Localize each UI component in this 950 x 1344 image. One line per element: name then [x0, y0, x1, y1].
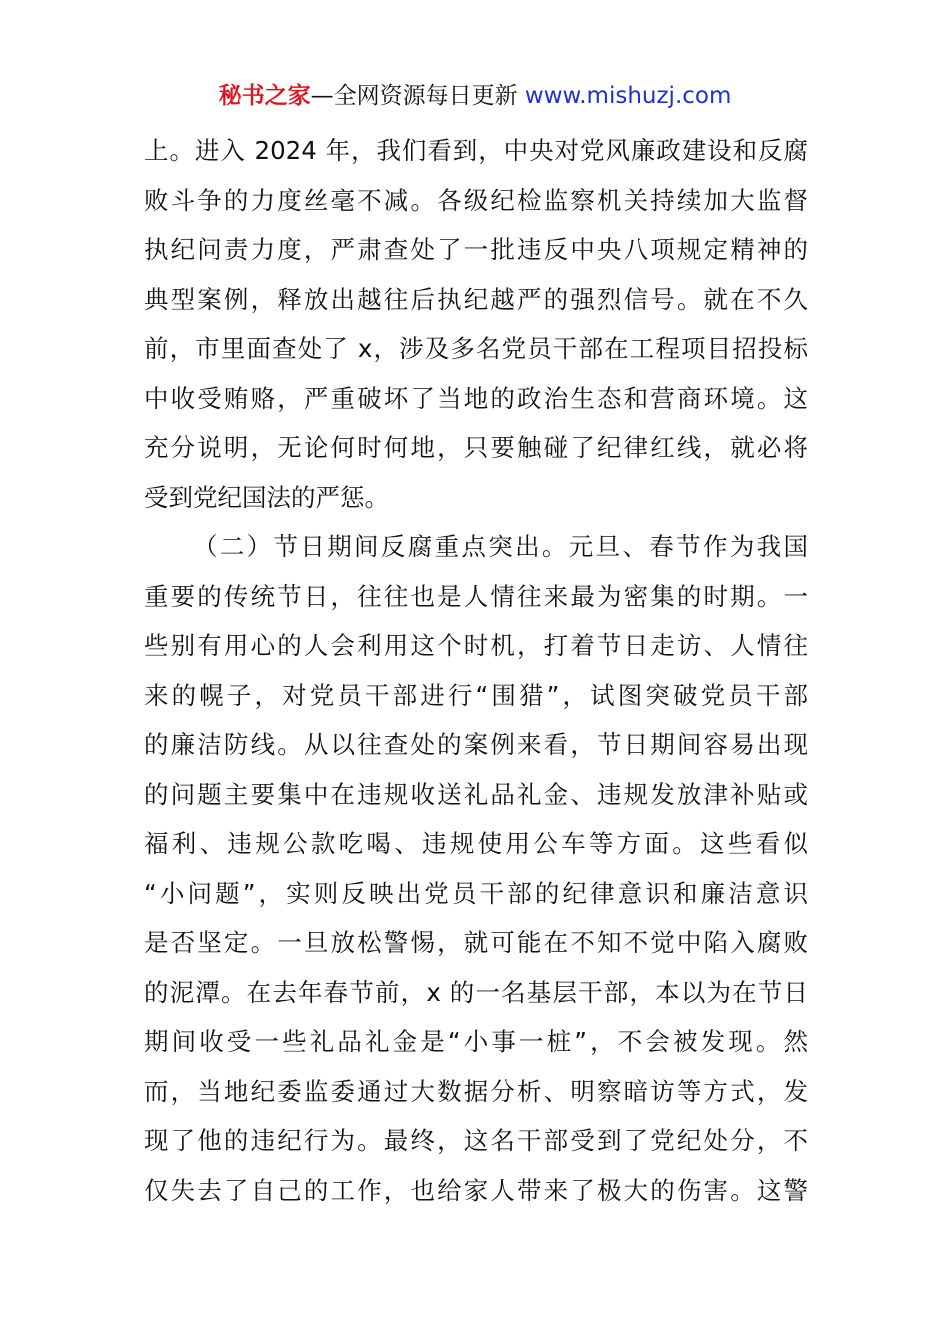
text-line: 前，市里面查处了 x，涉及多名党员干部在工程项目招投标	[144, 334, 808, 363]
text-line: 重要的传统节日，往往也是人情往来最为密集的时期。一	[144, 581, 808, 611]
text-line: 来的幌子，对党员干部进行“围猎”，试图突破党员干部	[144, 680, 808, 710]
site-url-link[interactable]: www.mishuzj.com	[524, 83, 732, 109]
text-line: 典型案例，释放出越往后执纪越严的强烈信号。就在不久	[144, 284, 808, 314]
section-heading-line: （二）节日期间反腐重点突出。元旦、春节作为我国	[193, 532, 808, 561]
text-line: “小问题”，实则反映出党员干部的纪律意识和廉洁意识	[144, 878, 808, 908]
text-line: 执纪问责力度，严肃查处了一批违反中央八项规定精神的	[144, 235, 808, 264]
text-line: 些别有用心的人会利用这个时机，打着节日走访、人情往	[144, 631, 808, 660]
site-brand: 秘书之家	[218, 83, 311, 109]
text-line: 的问题主要集中在违规收送礼品礼金、违规发放津补贴或	[144, 779, 808, 809]
text-line: 是否坚定。一旦放松警惕，就可能在不知不觉中陷入腐败	[144, 928, 808, 957]
text-line: 中收受贿赂，严重破坏了当地的政治生态和营商环境。这	[144, 383, 808, 413]
text-line: 的泥潭。在去年春节前，x 的一名基层干部，本以为在节日	[144, 977, 808, 1007]
text-line: 福利、违规公款吃喝、违规使用公车等方面。这些看似	[144, 829, 808, 858]
text-line: 而，当地纪委监委通过大数据分析、明察暗访等方式，发	[144, 1076, 808, 1106]
page-header	[0, 80, 950, 112]
text-line: 上。进入 2024 年，我们看到，中央对党风廉政建设和反腐	[144, 136, 808, 165]
text-line: 现了他的违纪行为。最终，这名干部受到了党纪处分，不	[144, 1126, 808, 1155]
text-line: 期间收受一些礼品礼金是“小事一桩”，不会被发现。然	[144, 1027, 808, 1056]
text-line: 败斗争的力度丝毫不减。各级纪检监察机关持续加大监督	[144, 185, 808, 215]
text-line: 充分说明，无论何时何地，只要触碰了纪律红线，就必将	[144, 433, 808, 462]
text-line: 的廉洁防线。从以往查处的案例来看，节日期间容易出现	[144, 730, 808, 759]
document-body	[144, 126, 808, 1215]
text-line: 仅失去了自己的工作，也给家人带来了极大的伤害。这警	[144, 1175, 808, 1205]
site-tagline: —全网资源每日更新	[310, 83, 525, 109]
text-line: 受到党纪国法的严惩。	[144, 482, 389, 512]
